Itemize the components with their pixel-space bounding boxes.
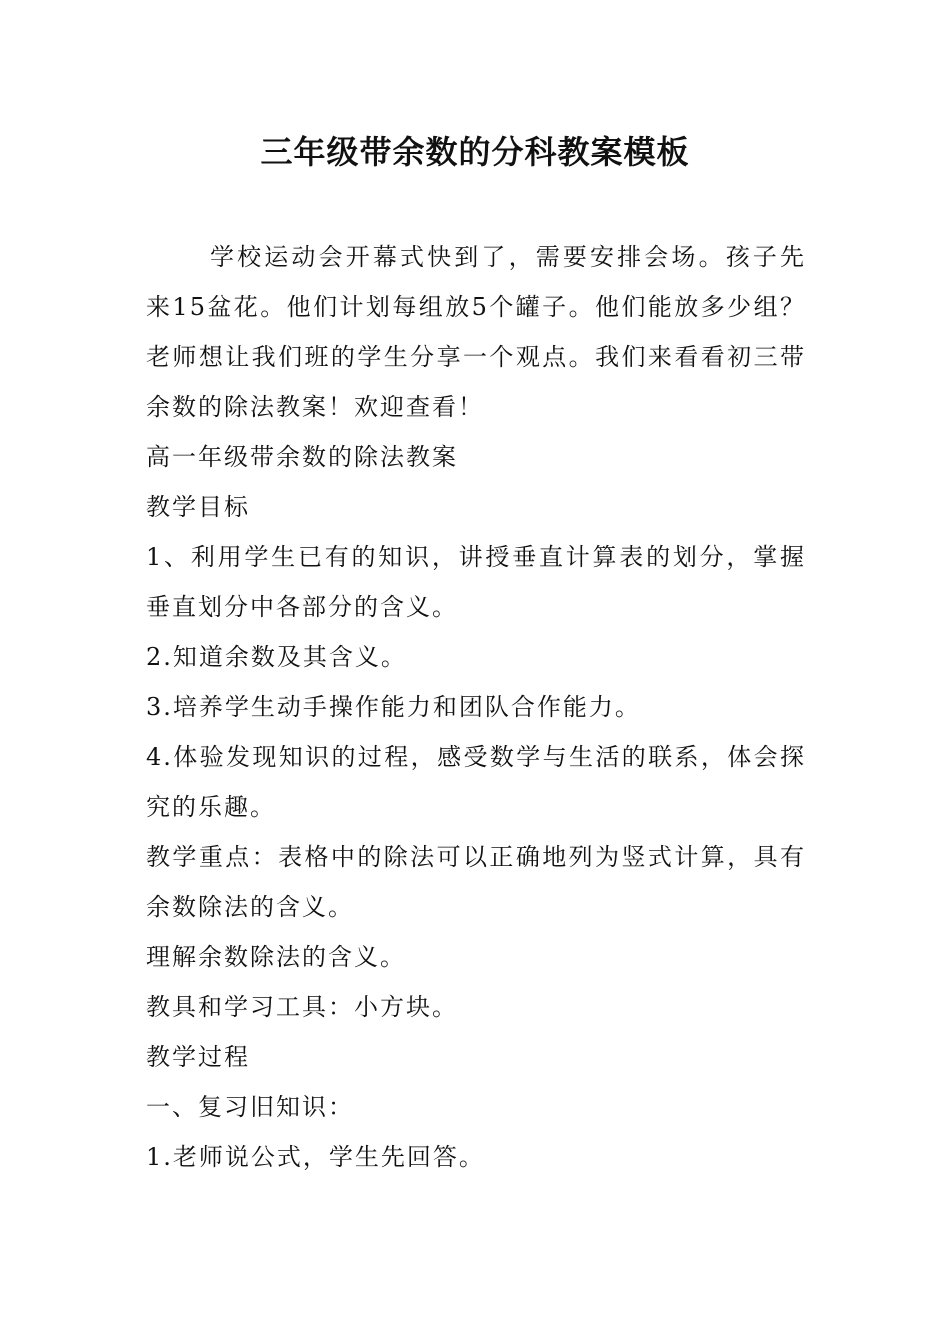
teaching-tools-paragraph: 教具和学习工具：小方块。 xyxy=(146,993,458,1021)
section-heading-teaching-goals: 教学目标 xyxy=(146,493,250,521)
process-substep-1: 1.老师说公式，学生先回答。 xyxy=(146,1143,485,1171)
process-step-review: 一、复习旧知识： xyxy=(146,1093,354,1121)
goal-item-3: 3.培养学生动手操作能力和团队合作能力。 xyxy=(146,693,641,721)
section-heading-teaching-process: 教学过程 xyxy=(146,1043,250,1071)
document-title: 三年级带余数的分科教案模板 xyxy=(260,133,690,171)
intro-paragraph: 学校运动会开幕式快到了，需要安排会场。孩子先来15盆花。他们计划每组放5个罐子。他们能放多少组？老师想让我们班的学生分享一个观点。我们来看看初三带余数的除法教案！欢迎查看！ xyxy=(146,243,806,421)
goal-item-1: 1、利用学生已有的知识，讲授垂直计算表的划分，掌握垂直划分中各部分的含义。 xyxy=(146,543,806,621)
document-body xyxy=(146,232,806,1182)
teaching-focus-paragraph: 教学重点：表格中的除法可以正确地列为竖式计算，具有余数除法的含义。 xyxy=(146,843,806,921)
goal-item-2: 2.知道余数及其含义。 xyxy=(146,643,407,671)
goal-item-4: 4.体验发现知识的过程，感受数学与生活的联系，体会探究的乐趣。 xyxy=(146,743,806,821)
section-heading-lesson-plan: 高一年级带余数的除法教案 xyxy=(146,443,458,471)
teaching-difficulty-paragraph: 理解余数除法的含义。 xyxy=(146,943,406,971)
